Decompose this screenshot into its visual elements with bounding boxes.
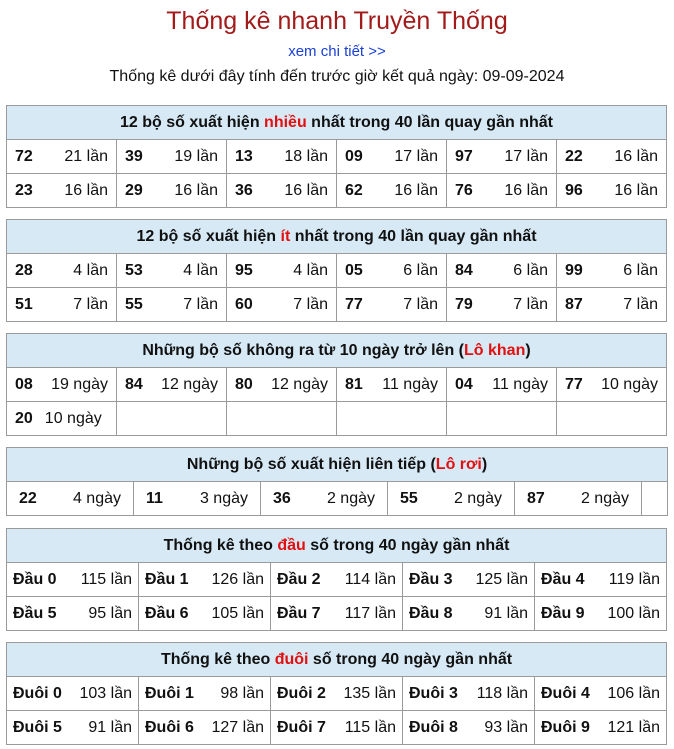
table-cell: 80 12 ngày [227, 368, 337, 402]
table-cell: 97 17 lần [447, 140, 557, 174]
table-row [7, 597, 667, 631]
table-cell: 22 4 ngày [7, 482, 134, 516]
table-cell: 13 18 lần [227, 140, 337, 174]
table-cell: Đuôi 1 98 lần [139, 677, 271, 711]
table-cell: 08 19 ngày [7, 368, 117, 402]
table-cell: Đuôi 9 121 lần [535, 711, 667, 745]
table-cell: Đầu 9 100 lần [535, 597, 667, 631]
table-row [7, 482, 668, 516]
table-row [7, 563, 667, 597]
table-cell: 76 16 lần [447, 174, 557, 208]
least-frequent-title: 12 bộ số xuất hiện ít nhất trong 40 lần quay gần nhất [7, 220, 667, 254]
table-cell: Đuôi 6 127 lần [139, 711, 271, 745]
lo-roi-table [6, 447, 668, 516]
table-cell: Đầu 6 105 lần [139, 597, 271, 631]
table-cell: 28 4 lần [7, 254, 117, 288]
table-cell: 36 2 ngày [261, 482, 388, 516]
table-row [7, 174, 667, 208]
lo-roi-title: Những bộ số xuất hiện liên tiếp (Lô rơi) [7, 448, 668, 482]
table-cell: 09 17 lần [337, 140, 447, 174]
table-cell: 55 7 lần [117, 288, 227, 322]
lo-khan-title: Những bộ số không ra từ 10 ngày trở lên (Lô khan) [7, 334, 667, 368]
table-cell: 87 7 lần [557, 288, 667, 322]
table-cell: 05 6 lần [337, 254, 447, 288]
table-cell: Đuôi 4 106 lần [535, 677, 667, 711]
dau-stats-table [6, 528, 667, 631]
table-cell: 51 7 lần [7, 288, 117, 322]
table-cell: Đầu 7 117 lần [271, 597, 403, 631]
table-cell: 84 6 lần [447, 254, 557, 288]
table-cell: Đầu 8 91 lần [403, 597, 535, 631]
table-cell: 99 6 lần [557, 254, 667, 288]
table-row [7, 254, 667, 288]
table-cell: 22 16 lần [557, 140, 667, 174]
table-cell [227, 402, 337, 436]
table-cell: Đuôi 3 118 lần [403, 677, 535, 711]
view-details-link[interactable]: xem chi tiết >> [288, 43, 386, 60]
table-cell: 96 16 lần [557, 174, 667, 208]
table-cell: Đuôi 5 91 lần [7, 711, 139, 745]
table-cell: 11 3 ngày [134, 482, 261, 516]
table-row [7, 288, 667, 322]
table-cell: 81 11 ngày [337, 368, 447, 402]
table-cell: 55 2 ngày [388, 482, 515, 516]
table-cell: 53 4 lần [117, 254, 227, 288]
table-row [7, 402, 667, 436]
table-cell: 62 16 lần [337, 174, 447, 208]
table-row [7, 677, 667, 711]
least-frequent-table [6, 219, 667, 322]
table-cell: 04 11 ngày [447, 368, 557, 402]
most-frequent-title: 12 bộ số xuất hiện nhiều nhất trong 40 lần quay gần nhất [7, 106, 667, 140]
lo-khan-table [6, 333, 667, 436]
table-cell [557, 402, 667, 436]
table-cell: Đuôi 7 115 lần [271, 711, 403, 745]
table-cell [117, 402, 227, 436]
table-cell: 20 10 ngày [7, 402, 117, 436]
table-cell [447, 402, 557, 436]
table-cell: 79 7 lần [447, 288, 557, 322]
duoi-stats-title: Thống kê theo đuôi số trong 40 ngày gần nhất [7, 643, 667, 677]
page-title: Thống kê nhanh Truyền Thống [166, 7, 508, 35]
table-cell: Đầu 1 126 lần [139, 563, 271, 597]
table-cell: 77 7 lần [337, 288, 447, 322]
table-cell: 84 12 ngày [117, 368, 227, 402]
table-row [7, 368, 667, 402]
table-cell [642, 482, 668, 516]
table-cell: Đuôi 2 135 lần [271, 677, 403, 711]
table-cell: 87 2 ngày [515, 482, 642, 516]
table-cell: 36 16 lần [227, 174, 337, 208]
table-cell: 77 10 ngày [557, 368, 667, 402]
duoi-stats-table [6, 642, 667, 745]
table-cell: 95 4 lần [227, 254, 337, 288]
table-cell: Đầu 0 115 lần [7, 563, 139, 597]
table-cell: Đuôi 0 103 lần [7, 677, 139, 711]
table-cell: 23 16 lần [7, 174, 117, 208]
table-cell: Đầu 3 125 lần [403, 563, 535, 597]
page-subtitle: Thống kê dưới đây tính đến trước giờ kết quả ngày: 09-09-2024 [109, 68, 565, 85]
table-cell: 72 21 lần [7, 140, 117, 174]
table-row [7, 711, 667, 745]
page-header [0, 0, 674, 87]
table-cell: Đầu 5 95 lần [7, 597, 139, 631]
table-cell: Đầu 2 114 lần [271, 563, 403, 597]
table-cell [337, 402, 447, 436]
table-cell: 29 16 lần [117, 174, 227, 208]
table-cell: Đuôi 8 93 lần [403, 711, 535, 745]
most-frequent-table [6, 105, 667, 208]
dau-stats-title: Thống kê theo đầu số trong 40 ngày gần nhất [7, 529, 667, 563]
table-cell: 60 7 lần [227, 288, 337, 322]
table-row [7, 140, 667, 174]
table-cell: Đầu 4 119 lần [535, 563, 667, 597]
table-cell: 39 19 lần [117, 140, 227, 174]
